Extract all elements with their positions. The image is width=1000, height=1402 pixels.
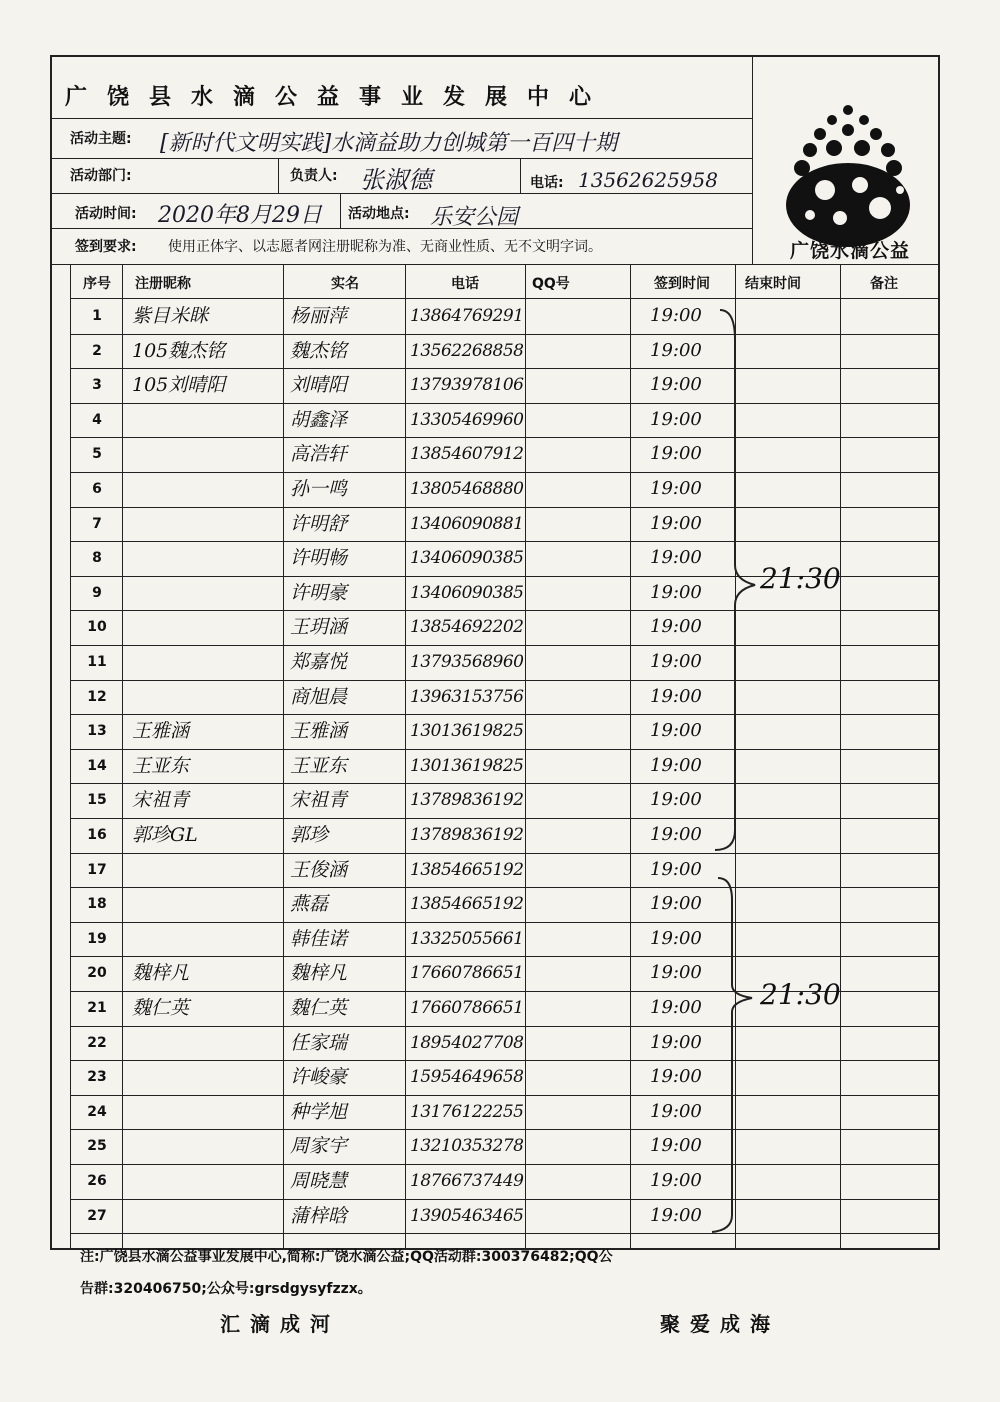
table-row bbox=[70, 887, 938, 923]
table-row bbox=[70, 922, 938, 958]
row-signin-time: 19:00 bbox=[650, 962, 702, 984]
row-number: 5 bbox=[92, 446, 102, 463]
table-row bbox=[70, 1164, 938, 1200]
row-signin-time: 19:00 bbox=[650, 858, 702, 880]
row-nickname bbox=[132, 887, 292, 922]
row-number: 26 bbox=[87, 1173, 107, 1189]
row-phone: 13854665192 bbox=[410, 894, 524, 915]
row-signin-time: 19:00 bbox=[650, 754, 702, 776]
row-realname: 胡鑫泽 bbox=[290, 408, 348, 431]
row-realname: 王亚东 bbox=[290, 754, 348, 777]
row-phone: 13406090385 bbox=[410, 548, 524, 569]
row-phone: 13805468880 bbox=[410, 479, 524, 499]
row-realname: 周晓慧 bbox=[290, 1170, 348, 1192]
row-nickname bbox=[132, 645, 292, 680]
table-row bbox=[70, 680, 938, 716]
row-nickname bbox=[132, 1199, 292, 1234]
row-signin-time: 19:00 bbox=[650, 547, 702, 569]
dept-label: 活动部门: bbox=[70, 168, 132, 184]
table-row bbox=[70, 714, 938, 750]
row-signin-time: 19:00 bbox=[650, 443, 702, 465]
table-row bbox=[70, 1026, 938, 1062]
row-signin-time: 19:00 bbox=[650, 651, 702, 672]
row-signin-time: 19:00 bbox=[650, 997, 702, 1018]
row-phone: 13789836192 bbox=[410, 825, 524, 845]
row-nickname bbox=[132, 680, 292, 715]
table-row bbox=[70, 749, 938, 785]
table-row bbox=[70, 299, 938, 335]
time-label: 活动时间: bbox=[75, 206, 137, 222]
row-number: 14 bbox=[87, 757, 107, 774]
divider bbox=[52, 118, 752, 119]
row-phone: 13013619825 bbox=[410, 755, 524, 776]
row-number: 27 bbox=[87, 1207, 107, 1224]
row-phone: 13305469960 bbox=[410, 409, 524, 430]
row-number: 4 bbox=[92, 411, 102, 428]
phone-label: 电话: bbox=[530, 175, 564, 191]
row-signin-time: 19:00 bbox=[650, 1170, 702, 1191]
row-realname: 韩佳诺 bbox=[290, 927, 348, 950]
row-signin-time: 19:00 bbox=[650, 512, 702, 534]
end-time-group-1: 21:30 bbox=[760, 562, 841, 595]
col-signin: 签到时间 bbox=[654, 276, 710, 292]
row-signin-time: 19:00 bbox=[650, 893, 702, 915]
slogan-right: 聚爱成海 bbox=[660, 1312, 780, 1336]
table-row bbox=[70, 818, 938, 854]
row-phone: 13864769291 bbox=[410, 306, 524, 326]
theme-value: [新时代文明实践]水滴益助力创城第一百四十期 bbox=[160, 131, 618, 156]
row-nickname: 105刘晴阳 bbox=[132, 374, 226, 397]
row-realname: 蒲梓晗 bbox=[290, 1204, 348, 1227]
table-row bbox=[70, 403, 938, 439]
row-realname: 许明舒 bbox=[290, 512, 348, 535]
row-number: 17 bbox=[87, 861, 107, 878]
row-phone: 13406090881 bbox=[410, 513, 524, 534]
row-number: 24 bbox=[87, 1103, 107, 1120]
row-nickname: 105魏杰铭 bbox=[132, 339, 226, 362]
row-nickname bbox=[132, 922, 292, 957]
row-realname: 王雅涵 bbox=[290, 720, 348, 743]
table-row bbox=[70, 853, 938, 889]
table-row bbox=[70, 645, 938, 681]
row-phone: 13176122255 bbox=[410, 1101, 524, 1122]
table-row bbox=[70, 437, 938, 473]
row-number: 15 bbox=[87, 792, 107, 809]
row-number: 10 bbox=[87, 619, 107, 636]
row-signin-time: 19:00 bbox=[650, 374, 702, 396]
row-signin-time: 19:00 bbox=[650, 305, 702, 326]
row-realname: 许峻豪 bbox=[290, 1066, 348, 1089]
place-value: 乐安公园 bbox=[430, 205, 519, 230]
row-number: 21 bbox=[87, 1000, 107, 1016]
slogan-left: 汇滴成河 bbox=[220, 1312, 340, 1336]
row-nickname bbox=[132, 1129, 292, 1164]
divider bbox=[52, 228, 752, 229]
row-phone: 13789836192 bbox=[410, 790, 524, 811]
row-signin-time: 19:00 bbox=[650, 581, 702, 603]
row-realname: 杨丽萍 bbox=[290, 305, 348, 327]
row-number: 12 bbox=[87, 688, 107, 705]
row-nickname bbox=[132, 1060, 292, 1095]
page-title: 广饶县水滴公益事业发展中心 bbox=[65, 84, 612, 110]
req-label: 签到要求: bbox=[75, 239, 137, 255]
row-signin-time: 19:00 bbox=[650, 1066, 702, 1088]
col-name: 实名 bbox=[331, 276, 359, 292]
row-signin-time: 19:00 bbox=[650, 408, 702, 430]
row-phone: 13854607912 bbox=[410, 444, 524, 465]
row-nickname: 郭珍GL bbox=[132, 824, 198, 846]
row-realname: 许明畅 bbox=[290, 547, 348, 570]
row-number: 23 bbox=[87, 1069, 107, 1086]
col-nick: 注册昵称 bbox=[135, 276, 191, 292]
time-value: 2020年8月29日 bbox=[158, 203, 322, 228]
divider bbox=[52, 158, 752, 159]
table-row bbox=[70, 1095, 938, 1131]
row-realname: 王俊涵 bbox=[290, 858, 348, 881]
req-value: 使用正体字、以志愿者网注册昵称为准、无商业性质、无不文明字词。 bbox=[168, 239, 602, 255]
row-phone: 18954027708 bbox=[410, 1032, 524, 1053]
row-signin-time: 19:00 bbox=[650, 789, 702, 811]
row-nickname bbox=[132, 403, 292, 438]
col-no: 序号 bbox=[83, 276, 111, 292]
row-number: 11 bbox=[87, 654, 107, 670]
row-number: 19 bbox=[87, 930, 107, 947]
row-phone: 13793568960 bbox=[410, 652, 524, 672]
table-row bbox=[70, 1060, 938, 1096]
row-number: 3 bbox=[92, 377, 102, 394]
row-phone: 13406090385 bbox=[410, 582, 524, 603]
row-phone: 13013619825 bbox=[410, 721, 524, 742]
row-nickname bbox=[132, 507, 292, 542]
divider bbox=[520, 158, 521, 193]
row-phone: 13854665192 bbox=[410, 859, 524, 880]
divider bbox=[752, 56, 753, 264]
row-realname: 郑嘉悦 bbox=[290, 651, 348, 673]
row-number: 7 bbox=[92, 515, 102, 532]
table-row bbox=[70, 1199, 938, 1235]
table-row bbox=[70, 368, 938, 404]
row-realname: 孙一鸣 bbox=[290, 478, 348, 500]
col-end: 结束时间 bbox=[745, 276, 801, 292]
row-number: 20 bbox=[87, 965, 107, 982]
row-signin-time: 19:00 bbox=[650, 1135, 702, 1157]
row-nickname bbox=[132, 437, 292, 472]
row-realname: 魏仁英 bbox=[290, 997, 348, 1019]
col-phone: 电话 bbox=[451, 276, 479, 292]
row-nickname bbox=[132, 576, 292, 611]
row-nickname: 紫目米眯 bbox=[132, 305, 209, 327]
row-nickname: 宋祖青 bbox=[132, 789, 190, 812]
row-realname: 魏梓凡 bbox=[290, 962, 348, 985]
row-realname: 种学旭 bbox=[290, 1100, 348, 1123]
row-number: 16 bbox=[87, 827, 107, 843]
table-row bbox=[70, 610, 938, 646]
row-nickname bbox=[132, 1095, 292, 1130]
row-signin-time: 19:00 bbox=[650, 927, 702, 949]
divider bbox=[278, 158, 279, 193]
row-number: 6 bbox=[92, 481, 102, 497]
row-number: 9 bbox=[92, 584, 102, 601]
logo-text: 广饶水滴公益 bbox=[789, 240, 910, 262]
row-nickname bbox=[132, 1026, 292, 1061]
footer-note-line1: 注:广饶县水滴公益事业发展中心,简称:广饶水滴公益;QQ活动群:300376482;QQ公 bbox=[80, 1249, 613, 1265]
bracket-group-2 bbox=[700, 870, 780, 1240]
divider bbox=[52, 264, 938, 265]
row-signin-time: 19:00 bbox=[650, 824, 702, 845]
row-signin-time: 19:00 bbox=[650, 478, 702, 499]
row-realname: 王玥涵 bbox=[290, 616, 348, 639]
row-realname: 周家宇 bbox=[290, 1135, 348, 1158]
phone-value: 13562625958 bbox=[578, 168, 718, 192]
divider bbox=[340, 193, 341, 228]
row-realname: 燕磊 bbox=[290, 893, 329, 916]
footer-note-2 bbox=[80, 1272, 940, 1306]
row-phone: 13854692202 bbox=[410, 617, 524, 638]
row-nickname: 魏梓凡 bbox=[132, 962, 190, 985]
row-realname: 郭珍 bbox=[290, 824, 329, 846]
row-number: 1 bbox=[92, 308, 102, 324]
row-realname: 刘晴阳 bbox=[290, 374, 348, 397]
row-phone: 13562268858 bbox=[410, 340, 524, 361]
table-row bbox=[70, 472, 938, 508]
row-phone: 18766737449 bbox=[410, 1171, 524, 1191]
row-phone: 13210353278 bbox=[410, 1136, 524, 1157]
row-realname: 商旭晨 bbox=[290, 685, 348, 708]
row-number: 13 bbox=[87, 723, 107, 740]
row-signin-time: 19:00 bbox=[650, 1204, 702, 1226]
place-label: 活动地点: bbox=[348, 206, 410, 222]
leader-value: 张淑德 bbox=[360, 166, 432, 194]
table-row bbox=[70, 783, 938, 819]
row-number: 22 bbox=[87, 1034, 107, 1051]
leader-label: 负责人: bbox=[290, 168, 338, 184]
footer-note-line2: 告群:320406750;公众号:grsdgysyfzzx。 bbox=[80, 1281, 372, 1297]
row-signin-time: 19:00 bbox=[650, 339, 702, 361]
col-qq: QQ号 bbox=[532, 276, 570, 292]
row-signin-time: 19:00 bbox=[650, 616, 702, 638]
footer-note bbox=[80, 1240, 940, 1274]
table-row bbox=[70, 334, 938, 370]
row-number: 25 bbox=[87, 1138, 107, 1155]
theme-label: 活动主题: bbox=[70, 131, 132, 147]
row-phone: 17660786651 bbox=[410, 963, 524, 984]
row-number: 8 bbox=[92, 550, 102, 567]
row-nickname bbox=[132, 472, 292, 507]
row-signin-time: 19:00 bbox=[650, 1031, 702, 1053]
row-number: 2 bbox=[92, 342, 102, 359]
row-nickname bbox=[132, 610, 292, 645]
row-nickname bbox=[132, 1164, 292, 1199]
row-signin-time: 19:00 bbox=[650, 685, 702, 707]
row-phone: 13325055661 bbox=[410, 928, 524, 949]
row-number: 18 bbox=[87, 896, 107, 913]
row-phone: 13793978106 bbox=[410, 375, 524, 396]
row-nickname: 王亚东 bbox=[132, 754, 190, 777]
row-realname: 魏杰铭 bbox=[290, 339, 348, 362]
row-realname: 许明豪 bbox=[290, 581, 348, 604]
row-phone: 17660786651 bbox=[410, 998, 524, 1018]
row-phone: 13963153756 bbox=[410, 686, 524, 707]
row-nickname: 王雅涵 bbox=[132, 720, 190, 743]
water-drop-logo bbox=[760, 90, 935, 260]
row-phone: 15954649658 bbox=[410, 1067, 524, 1088]
table-row bbox=[70, 1129, 938, 1165]
row-nickname bbox=[132, 541, 292, 576]
row-realname: 宋祖青 bbox=[290, 789, 348, 812]
row-signin-time: 19:00 bbox=[650, 720, 702, 742]
col-remark: 备注 bbox=[870, 276, 898, 292]
row-phone: 13905463465 bbox=[410, 1205, 524, 1226]
row-nickname: 魏仁英 bbox=[132, 997, 190, 1019]
row-nickname bbox=[132, 853, 292, 888]
table-row bbox=[70, 507, 938, 543]
row-realname: 任家瑞 bbox=[290, 1031, 348, 1054]
row-realname: 高浩轩 bbox=[290, 443, 348, 466]
end-time-group-2: 21:30 bbox=[760, 978, 841, 1011]
row-signin-time: 19:00 bbox=[650, 1100, 702, 1122]
